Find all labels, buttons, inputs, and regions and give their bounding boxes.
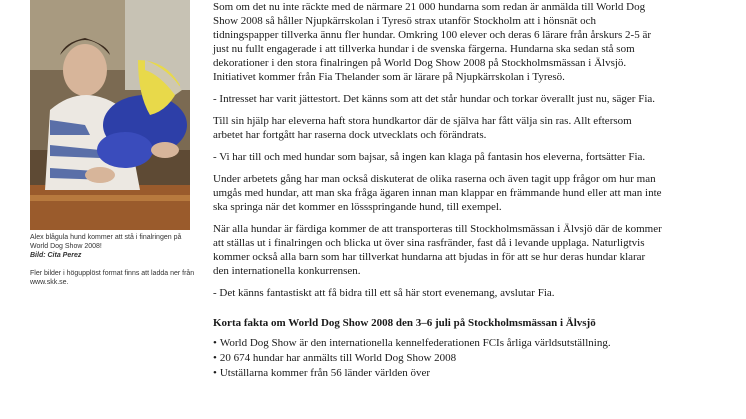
paragraph: - Det känns fantastiskt att få bidra till ett så här stort evenemang, avslutar Fia. [213,287,555,299]
bullet-icon: • [213,337,217,349]
paragraph: - Vi har till och med hundar som bajsar, så ingen kan klaga på fantasin hos eleverna, fortsätter Fia. [213,151,646,163]
fact-text: World Dog Show är den internationella kennelfederationen FCIs årliga världsutställning. [219,337,611,349]
article-body [213,0,663,381]
paragraph: Som om det nu inte räckte med de närmare 21 000 hundarna som redan är anmälda till World Dog Show 2008 så håller Njupkärrskolan i Tyresö strax utanför Stockholm att i hönsnät och tidningspapper tillverka ännu fler hundar. Omkring 100 elever och deras 6 lärare från årskurs 2-5 är just nu fullt engagerade i att tillverka hundar i de svenska färgerna. Hundarna ska sedan stå som dekorationer i den stora finalringen på World Dog Show 2008 på Stockholmsmässan i Älvsjö. Initiativet kommer från Fia Thelander som är lärare på Njupkärrskolan i Tyresö. [213,1,652,83]
article-photo [30,0,190,230]
children-making-dog-photo [30,0,190,230]
bullet-icon: • [213,352,217,364]
photo-credit: Bild: Cita Perez [30,252,82,259]
facts-heading: Korta fakta om World Dog Show 2008 den 3–6 juli på Stockholmsmässan i Älvsjö [213,317,596,329]
photo-caption [30,233,195,287]
list-item [213,351,663,365]
more-photos-note: Fler bilder i högupplöst format finns att ladda ner från www.skk.se. [30,270,195,286]
fact-text: 20 674 hundar har anmälts till World Dog Show 2008 [219,352,457,364]
paragraph: Till sin hjälp har eleverna haft stora hundkartor där de själva har fått välja sin ras. Allt eftersom arbetet har fortgått har raserna dock utvecklats och förändrats. [213,115,632,141]
facts-list [213,336,663,380]
paragraph: Under arbetets gång har man också diskuterat de olika raserna och även tagit upp frågor om hur man umgås med hundar, att man ska fråga ägaren innan man klappar en främmande hund eller att man inte ska springa när det kommer en lössspringande hund, till exempel. [213,173,662,213]
fact-text: Utställarna kommer från 56 länder världen över [219,367,430,379]
list-item [213,366,663,380]
caption-text: Alex blågula hund kommer att stå i finalringen på World Dog Show 2008! [30,234,182,250]
bullet-icon: • [213,367,217,379]
list-item [213,336,663,350]
paragraph: När alla hundar är färdiga kommer de att transporteras till Stockholmsmässan i Älvsjö där de kommer att ställas ut i finalringen och blicka ut över sina rasfränder, fast då i levande upplaga. Naturligtvis kommer också alla barn som har tillverkat hundarna att bjudas in för att se hur deras hundar klarar den internationella konkurrensen. [213,223,662,277]
paragraph: - Intresset har varit jättestort. Det känns som att det står hundar och torkar överallt just nu, säger Fia. [213,93,656,105]
